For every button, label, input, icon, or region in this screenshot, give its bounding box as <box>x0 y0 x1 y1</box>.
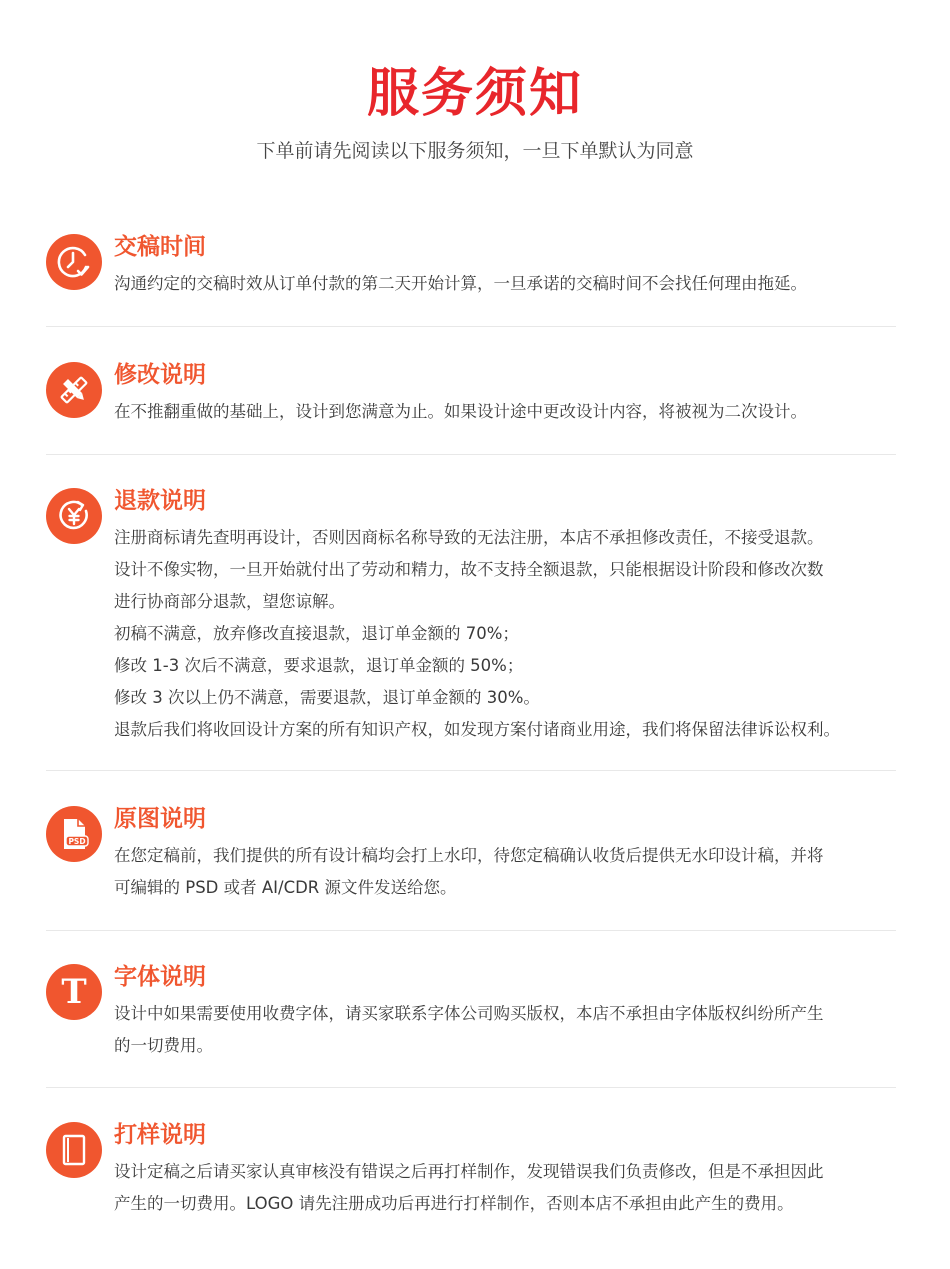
section-divider <box>46 770 896 771</box>
section-divider <box>46 454 896 455</box>
section-body <box>114 840 904 904</box>
psd-label: PSD <box>68 837 86 846</box>
section-text-line: 设计不像实物，一旦开始就付出了劳动和精力，故不支持全额退款，只能根据设计阶段和修改次数 <box>114 560 824 579</box>
section-text-line: 修改 1-3 次后不满意，要求退款，退订单金额的 50%； <box>114 656 524 675</box>
section-divider <box>46 326 896 327</box>
font-t-icon <box>46 964 102 1020</box>
section-text-line: 在不推翻重做的基础上，设计到您满意为止。如果设计途中更改设计内容，将被视为二次设计。 <box>114 402 807 421</box>
pencil-ruler-icon <box>46 362 102 418</box>
section-divider <box>46 1087 896 1088</box>
section-text-line: 可编辑的 PSD 或者 AI/CDR 源文件发送给您。 <box>114 878 457 897</box>
section-title: 交稿时间 <box>114 233 206 260</box>
page-title: 服务须知 <box>366 63 583 124</box>
clock-check-icon <box>46 234 102 290</box>
yuan-refund-icon <box>46 488 102 544</box>
section-text-line: 设计中如果需要使用收费字体，请买家联系字体公司购买版权，本店不承担由字体版权纠纷所产生 <box>114 1004 824 1023</box>
section-text-line: 产生的一切费用。LOGO 请先注册成功后再进行打样制作，否则本店不承担由此产生的费用。 <box>114 1194 794 1213</box>
section-title: 修改说明 <box>114 361 206 388</box>
section-text-line: 设计定稿之后请买家认真审核没有错误之后再打样制作，发现错误我们负责修改，但是不承担因此 <box>114 1162 824 1181</box>
section-body <box>114 522 904 746</box>
section-text-line: 沟通约定的交稿时效从订单付款的第二天开始计算，一旦承诺的交稿时间不会找任何理由拖延。 <box>114 274 807 293</box>
page-subtitle: 下单前请先阅读以下服务须知，一旦下单默认为同意 <box>256 140 694 162</box>
section-title: 原图说明 <box>114 805 206 832</box>
section-text-line: 修改 3 次以上仍不满意，需要退款，退订单金额的 30%。 <box>114 688 540 707</box>
section-text-line: 进行协商部分退款，望您谅解。 <box>114 592 345 611</box>
font-t-letter: T <box>61 972 87 1012</box>
section-body <box>114 396 904 428</box>
section-text-line: 初稿不满意，放弃修改直接退款，退订单金额的 70%； <box>114 624 519 643</box>
section-title: 打样说明 <box>114 1121 206 1148</box>
section-divider <box>46 930 896 931</box>
section-text-line: 在您定稿前，我们提供的所有设计稿均会打上水印，待您定稿确认收货后提供无水印设计稿，并将 <box>114 846 824 865</box>
section-text-line: 退款后我们将收回设计方案的所有知识产权，如发现方案付诸商业用途，我们将保留法律诉讼权利。 <box>114 720 840 739</box>
section-title: 退款说明 <box>114 487 206 514</box>
section-body <box>114 268 904 300</box>
document-page-icon <box>46 1122 102 1178</box>
section-body <box>114 998 904 1062</box>
section-text-line: 的一切费用。 <box>114 1036 213 1055</box>
section-title: 字体说明 <box>114 963 206 990</box>
section-text-line: 注册商标请先查明再设计，否则因商标名称导致的无法注册，本店不承担修改责任，不接受退款。 <box>114 528 824 547</box>
section-body <box>114 1156 904 1220</box>
psd-file-icon <box>46 806 102 862</box>
